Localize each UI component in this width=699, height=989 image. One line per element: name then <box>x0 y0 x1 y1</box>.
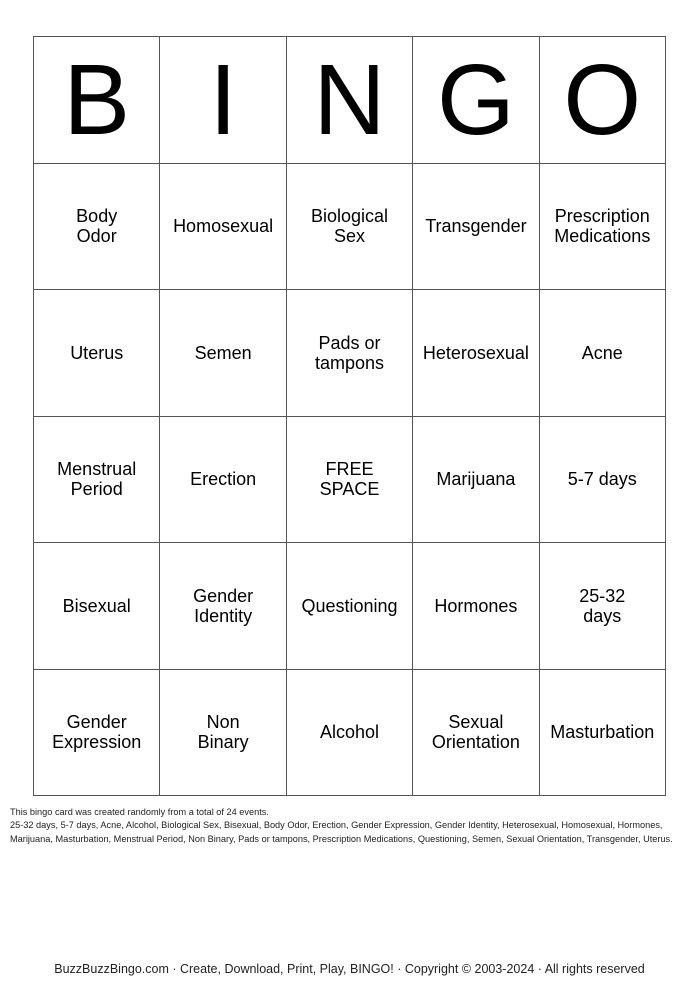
bingo-square-label: Transgender <box>425 216 527 237</box>
bingo-square-label: Prescription Medications <box>554 206 651 247</box>
bingo-square <box>34 543 160 670</box>
bingo-square <box>540 543 666 670</box>
bingo-square-label: Masturbation <box>550 722 655 743</box>
header-letter-g: G <box>413 37 539 164</box>
bingo-square-label: Bisexual <box>62 595 131 616</box>
bingo-square <box>413 417 539 544</box>
bingo-square <box>34 290 160 417</box>
bingo-square-label: Sexual Orientation <box>431 712 520 753</box>
bingo-square <box>34 417 160 544</box>
bingo-square <box>160 543 286 670</box>
header-letter-b: B <box>34 37 160 164</box>
header-letter-o: O <box>540 37 666 164</box>
bingo-square-label: Semen <box>194 342 252 363</box>
bingo-square <box>540 670 666 797</box>
bingo-square-label: Acne <box>581 342 623 363</box>
bingo-square-label: Alcohol <box>319 722 380 743</box>
bingo-square <box>160 670 286 797</box>
bingo-square-label: Marijuana <box>436 469 516 490</box>
bingo-square-label: FREE SPACE <box>319 459 380 500</box>
page-footer: BuzzBuzzBingo.com · Create, Download, Print, Play, BINGO! · Copyright © 2003-2024 · All rights reserved <box>54 962 645 976</box>
bingo-square-label: Erection <box>190 469 257 490</box>
bingo-square-label: Biological Sex <box>310 206 389 247</box>
bingo-square-label: 5-7 days <box>567 469 637 490</box>
bingo-square <box>287 670 413 797</box>
bingo-square-label: Questioning <box>301 595 398 616</box>
bingo-square <box>287 543 413 670</box>
bingo-square-label: Uterus <box>70 342 124 363</box>
bingo-square <box>287 417 413 544</box>
bingo-square-label: Pads or tampons <box>314 332 385 373</box>
card-info-summary: This bingo card was created randomly from a total of 24 events. <box>10 807 269 817</box>
bingo-square-label: Menstrual Period <box>57 459 137 500</box>
bingo-square <box>34 670 160 797</box>
bingo-square <box>540 164 666 291</box>
bingo-square-label: 25-32 days <box>579 585 626 626</box>
bingo-square <box>413 290 539 417</box>
bingo-square-label: Body Odor <box>76 206 118 247</box>
bingo-square <box>413 543 539 670</box>
bingo-square <box>160 417 286 544</box>
bingo-square <box>287 164 413 291</box>
bingo-card <box>33 36 666 796</box>
bingo-square <box>287 290 413 417</box>
bingo-square <box>34 164 160 291</box>
card-info <box>10 806 685 846</box>
bingo-square-label: Hormones <box>434 595 518 616</box>
bingo-square-label: Gender Expression <box>52 712 142 753</box>
bingo-square-label: Homosexual <box>173 216 274 237</box>
bingo-square-label: Non Binary <box>197 712 249 753</box>
bingo-square <box>540 290 666 417</box>
card-info-event-list: 25-32 days, 5-7 days, Acne, Alcohol, Biological Sex, Bisexual, Body Odor, Erection, Gender Expression, Gender Identity, Heterosexual, Homosexual, Hormones, Marijuana, Masturbation, Menstrual Period, Non Binary, Pads or tampons, Prescription Medications, Questioning, Semen, Sexual Orientation, Transgender, Uterus. <box>10 820 673 844</box>
bingo-square <box>160 290 286 417</box>
bingo-square <box>160 164 286 291</box>
bingo-square-label: Gender Identity <box>193 585 254 626</box>
bingo-grid <box>34 37 666 796</box>
bingo-square <box>413 670 539 797</box>
bingo-square <box>413 164 539 291</box>
header-letter-i: I <box>160 37 286 164</box>
bingo-square-label: Heterosexual <box>422 342 529 363</box>
bingo-square <box>540 417 666 544</box>
header-letter-n: N <box>287 37 413 164</box>
